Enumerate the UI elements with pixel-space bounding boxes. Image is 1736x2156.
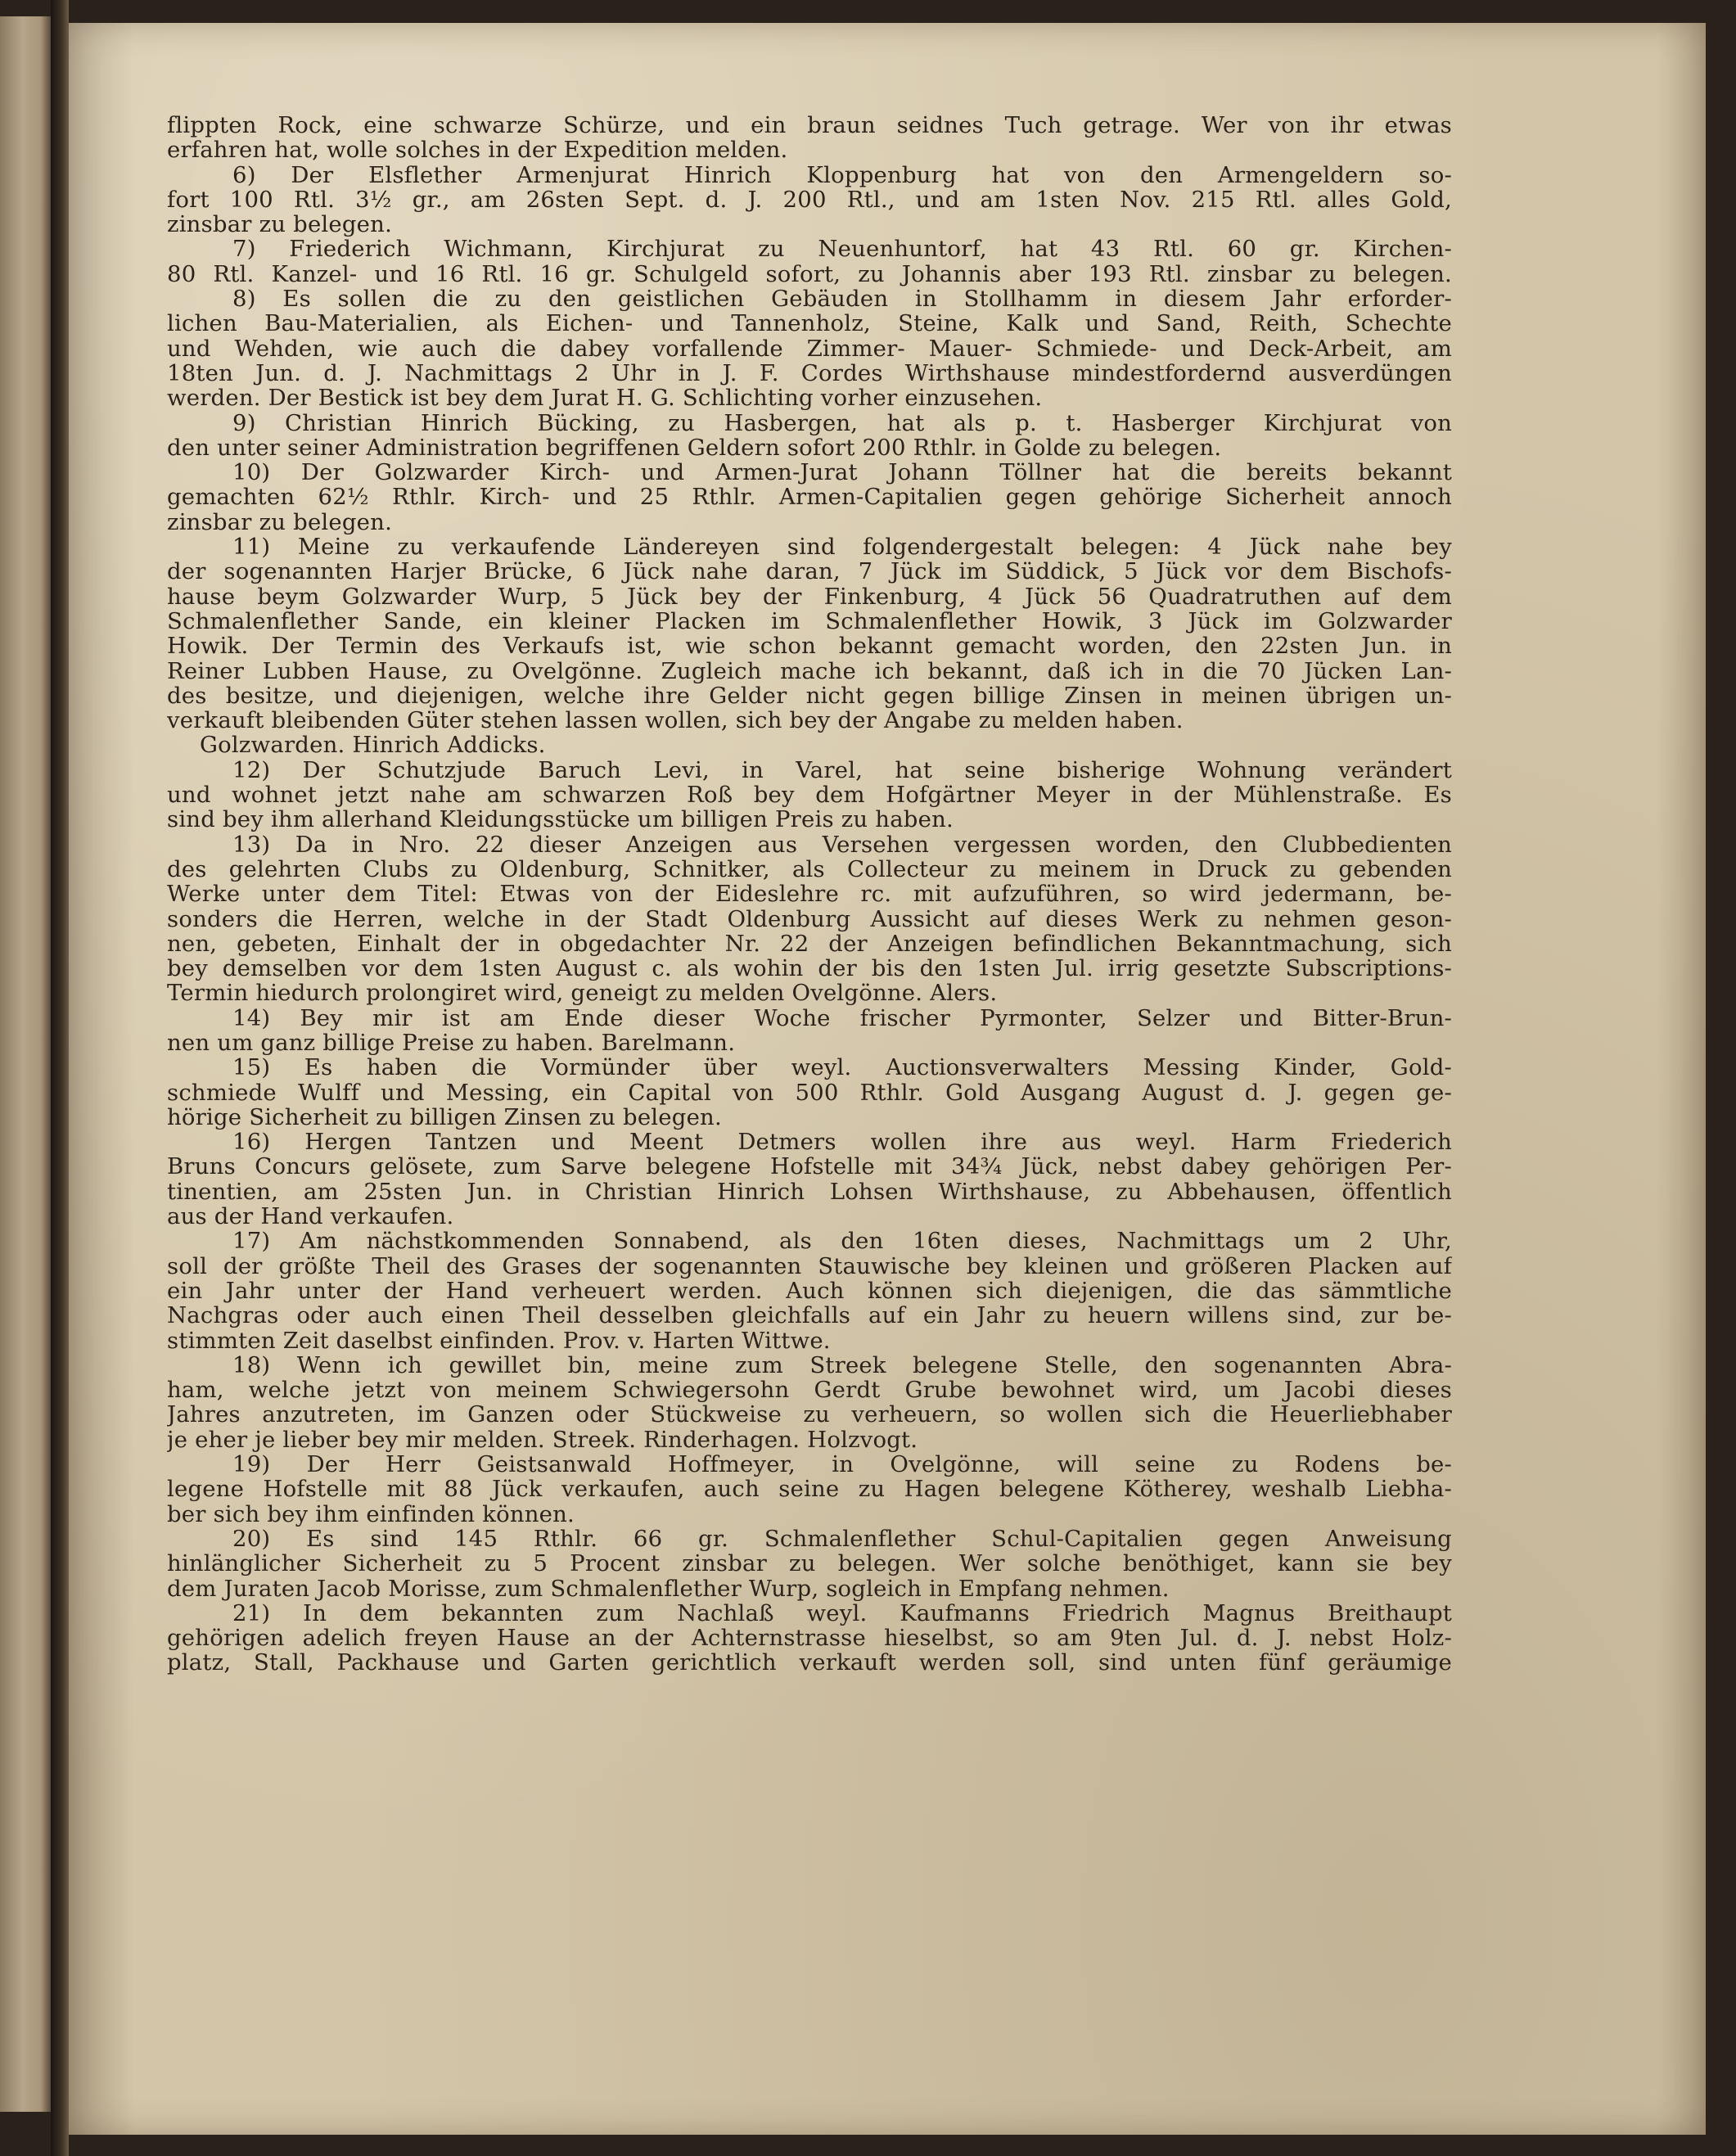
text-line: hause beym Golzwarder Wurp, 5 Jück bey der Finkenburg, 4 Jück 56 Quadratruthen auf dem: [167, 584, 1452, 609]
text-line: ein Jahr unter der Hand verheuert werden. Auch können sich diejenigen, die das sämmtliche: [167, 1278, 1452, 1304]
text-line: Jahres anzutreten, im Ganzen oder Stückweise zu verheuern, so wollen sich die Heuerliebhaber: [167, 1402, 1452, 1428]
text-line: zinsbar zu belegen.: [167, 509, 393, 535]
text-line: Werke unter dem Titel: Etwas von der Eideslehre rc. mit aufzuführen, so wird jedermann, be-: [167, 882, 1452, 907]
text-line: aus der Hand verkaufen.: [167, 1204, 454, 1229]
text-line: werden. Der Bestick ist bey dem Jurat H. G. Schlichting vorher einzusehen.: [167, 386, 1043, 411]
text-line: 12) Der Schutzjude Baruch Levi, in Varel, hat seine bisherige Wohnung verändert: [232, 757, 1452, 783]
text-line: 10) Der Golzwarder Kirch- und Armen-Jurat Johann Töllner hat die bereits bekannt: [232, 460, 1452, 485]
text-line: 19) Der Herr Geistsanwald Hoffmeyer, in Ovelgönne, will seine zu Rodens be-: [232, 1452, 1452, 1477]
text-line: 7) Friederich Wichmann, Kirchjurat zu Neuenhuntorf, hat 43 Rtl. 60 gr. Kirchen-: [232, 237, 1452, 262]
text-line: 21) In dem bekannten zum Nachlaß weyl. Kaufmanns Friedrich Magnus Breithaupt: [232, 1600, 1452, 1626]
text-line: und Wehden, wie auch die dabey vorfallende Zimmer- Mauer- Schmiede- und Deck-Arbeit, am: [167, 336, 1452, 361]
text-line: 6) Der Elsflether Armenjurat Hinrich Kloppenburg hat von den Armengeldern so-: [232, 162, 1452, 187]
text-line: 16) Hergen Tantzen und Meent Detmers wollen ihre aus weyl. Harm Friederich: [232, 1130, 1452, 1155]
facing-page-edge: [0, 16, 53, 2112]
text-line: nen um ganz billige Preise zu haben. Barelmann.: [167, 1030, 736, 1056]
text-line: 13) Da in Nro. 22 dieser Anzeigen aus Versehen vergessen worden, den Clubbedienten: [232, 832, 1452, 857]
text-line: Howik. Der Termin des Verkaufs ist, wie schon bekannt gemacht worden, den 22sten Jun. in: [167, 634, 1452, 659]
text-line: ham, welche jetzt von meinem Schwiegersohn Gerdt Grube bewohnet wird, um Jacobi dieses: [167, 1378, 1452, 1403]
text-line: 17) Am nächstkommenden Sonnabend, als den 16ten dieses, Nachmittags um 2 Uhr,: [232, 1229, 1452, 1254]
text-line: und wohnet jetzt nahe am schwarzen Roß bey dem Hofgärtner Meyer in der Mühlenstraße. Es: [167, 783, 1452, 808]
text-line: Nachgras oder auch einen Theil desselben gleichfalls auf ein Jahr zu heuern willens sind, zur be-: [167, 1303, 1452, 1328]
document-page: [69, 23, 1706, 2135]
text-line: 18) Wenn ich gewillet bin, meine zum Streek belegene Stelle, den sogenannten Abra-: [232, 1352, 1452, 1378]
book-gutter: [51, 0, 69, 2156]
text-line: 18ten Jun. d. J. Nachmittags 2 Uhr in J. F. Cordes Wirthshause mindestfordernd ausverdüngen: [167, 360, 1452, 386]
text-line: erfahren hat, wolle solches in der Expedition melden.: [167, 138, 788, 163]
text-line: hörige Sicherheit zu billigen Zinsen zu belegen.: [167, 1104, 722, 1130]
text-line: je eher je lieber bey mir melden. Streek. Rinderhagen. Holzvogt.: [167, 1427, 918, 1453]
text-line: 80 Rtl. Kanzel- und 16 Rtl. 16 gr. Schulgeld sofort, zu Johannis aber 193 Rtl. zinsbar zu belegen.: [167, 261, 1452, 287]
text-line: hinlänglicher Sicherheit zu 5 Procent zinsbar zu belegen. Wer solche benöthiget, kann sie bey: [167, 1551, 1452, 1576]
text-line: der sogenannten Harjer Brücke, 6 Jück nahe daran, 7 Jück im Süddick, 5 Jück vor dem Bischofs-: [167, 559, 1452, 584]
text-line: sind bey ihm allerhand Kleidungsstücke um billigen Preis zu haben.: [167, 807, 954, 832]
text-line: 20) Es sind 145 Rthlr. 66 gr. Schmalenflether Schul-Capitalien gegen Anweisung: [232, 1526, 1452, 1552]
text-line: tinentien, am 25sten Jun. in Christian Hinrich Lohsen Wirthshause, zu Abbehausen, öffentlich: [167, 1179, 1452, 1205]
text-line: Termin hiedurch prolongiret wird, geneigt zu melden Ovelgönne. Alers.: [167, 981, 998, 1006]
text-line: Reiner Lubben Hause, zu Ovelgönne. Zugleich mache ich bekannt, daß ich in die 70 Jücken Lan-: [167, 658, 1452, 683]
text-line: Golzwarden. Hinrich Addicks.: [200, 733, 546, 758]
text-line: soll der größte Theil des Grases der sogenannten Stauwische bey kleinen und größeren Placken auf: [167, 1253, 1452, 1279]
text-line: bey demselben vor dem 1sten August c. als wohin der bis den 1sten Jul. irrig gesetzte Subscriptions-: [167, 956, 1452, 981]
text-line: flippten Rock, eine schwarze Schürze, und ein braun seidnes Tuch getrage. Wer von ihr etwas: [167, 113, 1452, 138]
text-line: gehörigen adelich freyen Hause an der Achternstrasse hieselbst, so am 9ten Jul. d. J. nebst Holz-: [167, 1626, 1452, 1651]
text-line: nen, gebeten, Einhalt der in obgedachter Nr. 22 der Anzeigen befindlichen Bekanntmachung, sich: [167, 931, 1452, 957]
text-line: fort 100 Rtl. 3½ gr., am 26sten Sept. d. J. 200 Rtl., und am 1sten Nov. 215 Rtl. alles Gold,: [167, 187, 1452, 213]
text-line: 9) Christian Hinrich Bücking, zu Hasbergen, hat als p. t. Hasberger Kirchjurat von: [232, 410, 1452, 435]
text-line: lichen Bau-Materialien, als Eichen- und Tannenholz, Steine, Kalk und Sand, Reith, Schechte: [167, 311, 1452, 336]
text-line: 15) Es haben die Vormünder über weyl. Auctionsverwalters Messing Kinder, Gold-: [232, 1055, 1452, 1080]
text-line: Bruns Concurs gelösete, zum Sarve belegene Hofstelle mit 34¾ Jück, nebst dabey gehörigen Per-: [167, 1154, 1452, 1179]
text-line: Schmalenflether Sande, ein kleiner Placken im Schmalenflether Howik, 3 Jück im Golzwarder: [167, 608, 1452, 634]
text-line: gemachten 62½ Rthlr. Kirch- und 25 Rthlr. Armen-Capitalien gegen gehörige Sicherheit annoch: [167, 485, 1452, 510]
text-line: des besitze, und diejenigen, welche ihre Gelder nicht gegen billige Zinsen in meinen übrigen un-: [167, 683, 1452, 709]
text-line: ber sich bey ihm einfinden können.: [167, 1501, 575, 1527]
text-line: 11) Meine zu verkaufende Ländereyen sind folgendergestalt belegen: 4 Jück nahe bey: [232, 534, 1452, 560]
text-line: 14) Bey mir ist am Ende dieser Woche frischer Pyrmonter, Selzer und Bitter-Brun-: [232, 1005, 1452, 1031]
text-line: zinsbar zu belegen.: [167, 212, 393, 237]
text-line: platz, Stall, Packhause und Garten gerichtlich verkauft werden soll, sind unten fünf geräumige: [167, 1650, 1452, 1676]
text-line: dem Juraten Jacob Morisse, zum Schmalenflether Wurp, sogleich in Empfang nehmen.: [167, 1576, 1170, 1601]
text-line: verkauft bleibenden Güter stehen lassen wollen, sich bey der Angabe zu melden haben.: [167, 708, 1184, 733]
text-line: den unter seiner Administration begriffenen Geldern sofort 200 Rthlr. in Golde zu belegen.: [167, 435, 1222, 461]
text-line: sonders die Herren, welche in der Stadt Oldenburg Aussicht auf dieses Werk zu nehmen geson-: [167, 906, 1452, 931]
body-text: [167, 113, 1452, 1676]
text-line: 8) Es sollen die zu den geistlichen Gebäuden in Stollhamm in diesem Jahr erforder-: [232, 286, 1452, 312]
text-line: stimmten Zeit daselbst einfinden. Prov. v. Harten Wittwe.: [167, 1328, 831, 1353]
text-line: des gelehrten Clubs zu Oldenburg, Schnitker, als Collecteur zu meinem in Druck zu gebenden: [167, 856, 1452, 882]
text-line: legene Hofstelle mit 88 Jück verkaufen, auch seine zu Hagen belegene Kötherey, weshalb Liebha-: [167, 1477, 1452, 1502]
text-line: schmiede Wulff und Messing, ein Capital von 500 Rthlr. Gold Ausgang August d. J. gegen ge-: [167, 1080, 1452, 1105]
